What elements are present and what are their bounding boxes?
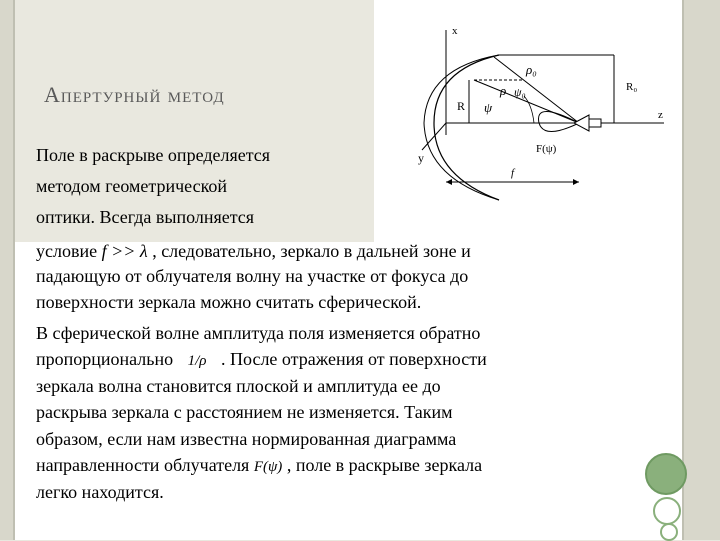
text-line-12 [36,453,482,479]
decorative-circle-medium [653,497,681,525]
psi0-label: ψ₀ [514,85,526,99]
pattern-formula: F(ψ) [253,459,283,475]
rho0-label: ρ₀ [526,62,537,77]
text-line-2: методом геометрической [36,176,228,196]
decorative-circle-small [660,523,678,541]
slide-title: Апертурный метод [44,82,225,107]
text-line-10: раскрыва зеркала с расстоянием не изменяется. Таким [36,402,453,422]
text-line-12-end: , поле в раскрыве зеркала [286,455,483,475]
text-line-12-start: направленности облучателя [36,455,250,475]
R-label: R [457,99,466,113]
R0-label: R₀ [626,81,638,93]
text-line-4-start: условие [36,241,98,261]
decorative-circle-large [645,453,687,495]
text-line-8 [36,347,487,373]
right-border-line [682,0,684,540]
x-axis-label: x [452,25,458,37]
psi-label: ψ [484,100,493,115]
text-line-13: легко находится. [36,482,164,502]
text-line-7: В сферической волне амплитуда поля изменяется обратно [36,323,481,343]
z-axis-label: z [658,109,663,121]
parabolic-antenna-diagram [374,0,682,242]
text-line-6: поверхности зеркала можно считать сферической. [36,292,422,312]
text-line-1: Поле в раскрыве определяется [36,145,271,165]
focal-length-label: f [511,167,515,179]
y-axis-label: y [418,151,424,165]
text-line-8-end: . После отражения от поверхности [221,349,487,369]
inverse-rho-formula: 1/ρ [187,353,207,369]
right-border [682,0,720,540]
rho-label: ρ [500,83,507,98]
feed-pattern-label: F(ψ) [536,143,557,155]
text-line-3: оптики. Всегда выполняется [36,207,255,227]
text-line-4 [36,239,471,263]
left-border-line [13,0,15,540]
condition-formula: f >> λ [101,241,148,261]
text-line-9: зеркала волна становится плоской и амплитуда ее до [36,376,441,396]
text-line-5: падающую от облучателя волну на участке от фокуса до [36,266,469,286]
text-line-8-start: пропорционально [36,349,174,369]
text-line-11: образом, если нам известна нормированная диаграмма [36,429,457,449]
text-line-4-end: , следовательно, зеркало в дальней зоне и [152,241,471,261]
